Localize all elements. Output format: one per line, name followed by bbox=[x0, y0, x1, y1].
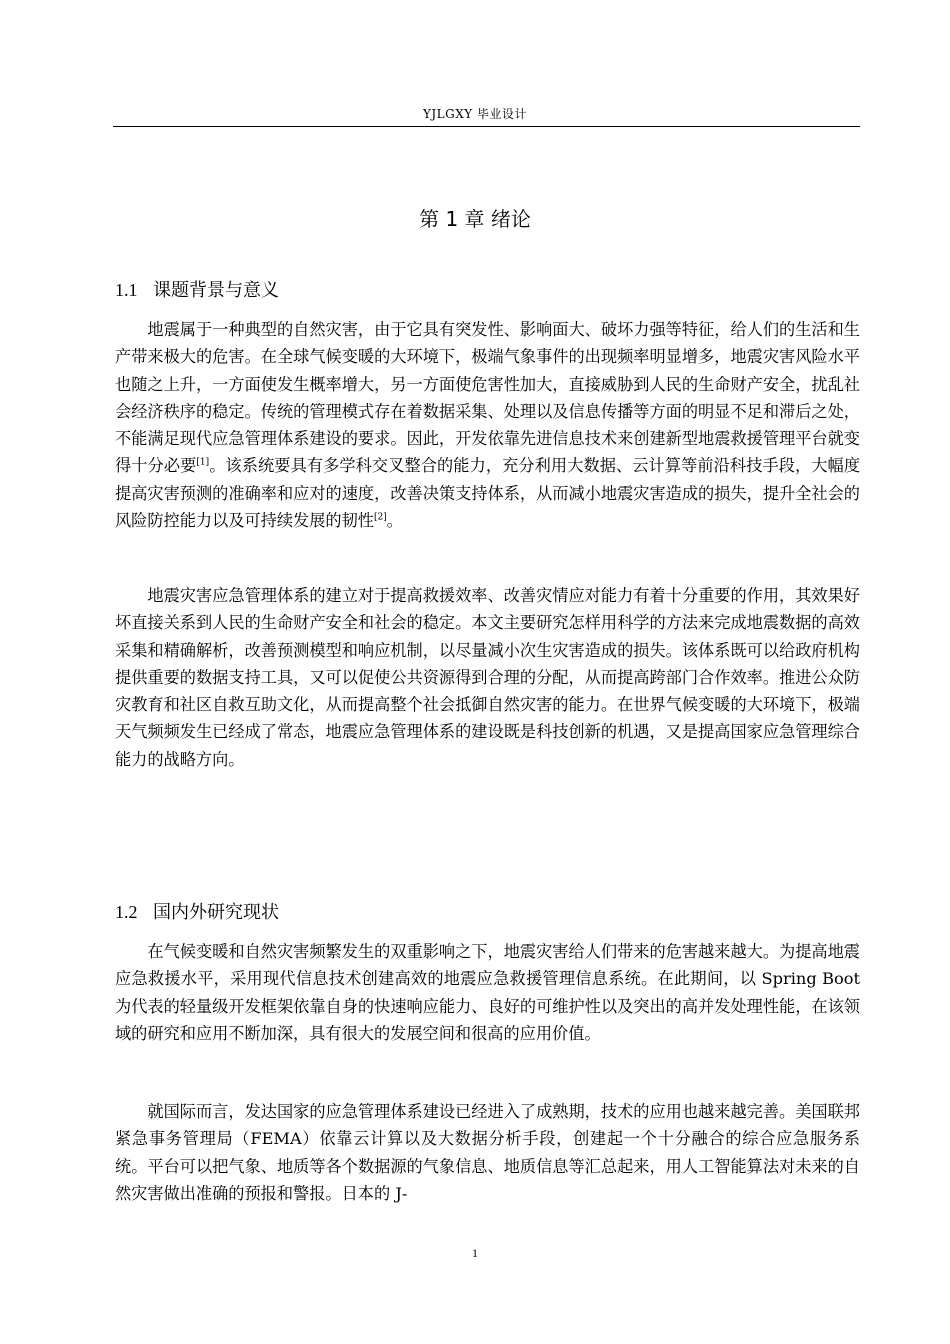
section-heading-1-2 bbox=[115, 898, 279, 924]
section-title: 课题背景与意义 bbox=[153, 280, 279, 301]
citation: [2] bbox=[374, 512, 387, 523]
page-number: 1 bbox=[472, 1246, 478, 1260]
running-header: YJLGXY 毕业设计 bbox=[422, 107, 528, 121]
paragraph: 地震灾害应急管理体系的建立对于提高救援效率、改善灾情应对能力有着十分重要的作用，其效果好坏直接关系到人民的生命财产安全和社会的稳定。本文主要研究怎样用科学的方法来完成地震数据的高效采集和精确解析，改善预测模型和响应机制，以尽量减小次生灾害造成的损失。该体系既可以给政府机构提供重要的数据支持工具，又可以促使公共资源得到合理的分配，从而提高跨部门合作效率。推进公众防灾教育和社区自救互助文化，从而提高整个社会抵御自然灾害的能力。在世界气候变暖的大环境下，极端天气频频发生已经成了常态，地震应急管理体系的建设既是科技创新的机遇，又是提高国家应急管理综合能力的战略方向。 bbox=[115, 586, 860, 769]
citation: [1] bbox=[196, 458, 210, 469]
chapter-title: 第 1 章 绪论 bbox=[419, 207, 531, 231]
section-number: 1.1 bbox=[115, 280, 138, 300]
header-divider bbox=[113, 126, 860, 127]
section-heading-1-1 bbox=[115, 276, 279, 302]
section-title: 国内外研究现状 bbox=[153, 902, 279, 923]
paragraph: 就国际而言，发达国家的应急管理体系建设已经进入了成熟期，技术的应用也越来越完善。美国联邦紧急事务管理局（FEMA）依靠云计算以及大数据分析手段，创建起一个十分融合的综合应急服务系统。平台可以把气象、地质等各个数据源的气象信息、地质信息等汇总起来，用人工智能算法对未来的自然灾害做出准确的预报和警报。日本的 J- bbox=[115, 1102, 860, 1203]
section-number: 1.2 bbox=[115, 902, 138, 922]
paragraph: 地震属于一种典型的自然灾害，由于它具有突发性、影响面大、破坏力强等特征，给人们的生活和生产带来极大的危害。在全球气候变暖的大环境下，极端气象事件的出现频率明显增多，地震灾害风险水平也随之上升，一方面使发生概率增大，另一方面使危害性加大，直接威胁到人民的生命财产安全，扰乱社会经济秩序的稳定。传统的管理模式存在着数据采集、处理以及信息传播等方面的明显不足和滞后之处，不能满足现代应急管理体系建设的要求。因此，开发依靠先进信息技术来创建新型地震救援管理平台就变得十分必要[1]。该系统要具有多学科交叉整合的能力，充分利用大数据、云计算等前沿科技手段，大幅度提高灾害预测的准确率和应对的速度，改善决策支持体系，从而减小地震灾害造成的损失，提升全社会的风险防控能力以及可持续发展的韧性[2]。 bbox=[115, 320, 861, 531]
paragraph: 在气候变暖和自然灾害频繁发生的双重影响之下，地震灾害给人们带来的危害越来越大。为提高地震应急救援水平，采用现代信息技术创建高效的地震应急救援管理信息系统。在此期间，以 Spring Boot 为代表的轻量级开发框架依靠自身的快速响应能力、良好的可维护性以及突出的高并发处理性能，在该领域的研究和应用不断加深，具有很大的发展空间和很高的应用价值。 bbox=[115, 942, 860, 1043]
